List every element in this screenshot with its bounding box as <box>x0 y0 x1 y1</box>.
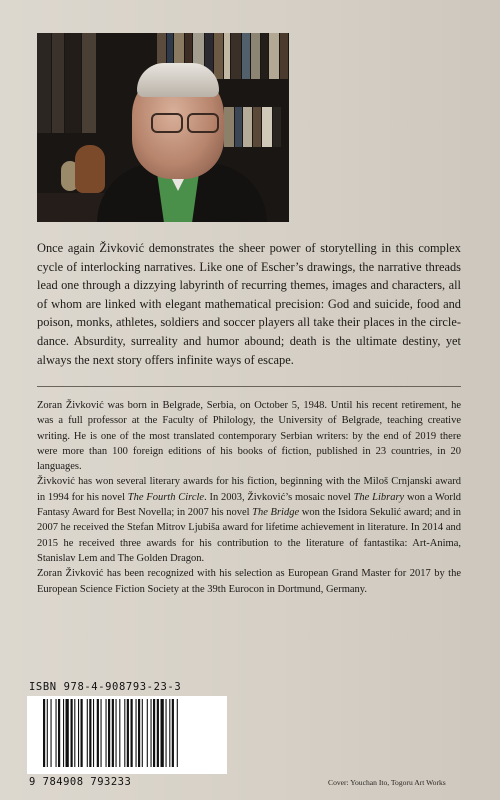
glasses <box>149 113 221 131</box>
barcode-number: 9 784908 793233 <box>29 776 132 788</box>
isbn-label: ISBN 978-4-908793-23-3 <box>29 681 182 693</box>
barcode-bars <box>41 699 221 767</box>
author-photo <box>37 33 289 222</box>
bookshelf-books-lower <box>215 107 289 147</box>
barcode <box>27 696 227 774</box>
author-hair <box>137 63 219 97</box>
bio-paragraph-awards: Živković has won several literary awards for his fiction, beginning with the Miloš Crnjanski award in 1994 for his novel The Fourth Circle. In 2003, Živković’s mosaic novel The Library won a World Fantasy Award for Best Novella; in 2007 his novel The Bridge won the Isidora Sekulić award; and in 2007 he received the Stefan Mitrov Ljubiša award for lifetime achievement in literature. In 2014 and 2015 he received three awards for his contribution to the literature of fantastika: Art-Anima, Stanislav Lem and The Golden Dragon. <box>37 476 462 564</box>
cover-credits: Cover: Youchan Ito, Togoru Art Works <box>328 778 446 787</box>
title-the-fourth-circle: The Fourth Circle <box>127 491 205 503</box>
bio-paragraph: Zoran Živković has been recognized with his selection as European Grand Master for 2017 by the European Science Fiction Society at the 39th Eurocon in Dortmund, Germany. <box>37 568 461 595</box>
figurine <box>75 145 105 193</box>
title-the-library: The Library <box>353 491 405 503</box>
title-the-bridge: The Bridge <box>252 507 300 519</box>
bio-paragraph: Zoran Živković was born in Belgrade, Serbia, on October 5, 1948. Until his recent retirement, he was a full professor at the Faculty of Philology, the University of Belgrade, teaching creative writing. He is one of the most translated contemporary Serbian writers: by the end of 2019 there were more than 100 foreign editions of his books of fiction, published in 23 countries, in 20 languages. <box>37 400 461 473</box>
bookshelf-books-left <box>37 33 97 133</box>
author-bio <box>37 398 461 597</box>
section-divider <box>37 386 461 387</box>
book-blurb: Once again Živković demonstrates the sheer power of storytelling in this complex cycle of interlocking narratives. Like one of Escher’s drawings, the narrative threads lead one through a dizzying labyrinth of recurring themes, images and characters, all of whom are linked with elegant mathematical precision: God and suicide, food and poison, monks, athletes, soldiers and soccer players all take their places in the circle-dance. Absurdity, surreality and humor abound; death is the ultimate destiny, yet always the next story offers infinite ways of escape. <box>37 241 461 367</box>
